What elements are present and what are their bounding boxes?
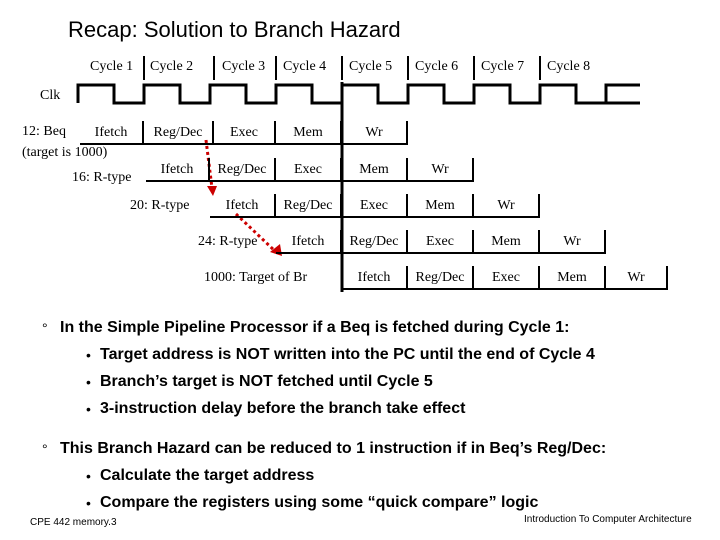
instr-3-stage-mem: Mem — [408, 194, 474, 218]
instr-2-stage-mem: Mem — [342, 158, 408, 182]
instr-1-sublabel: (target is 1000) — [22, 145, 108, 160]
cycle-1-label: Cycle 1 — [90, 59, 134, 74]
cycle-5-label: Cycle 5 — [349, 59, 393, 74]
instr-3-stage-exec: Exec — [342, 194, 408, 218]
cycle-3-label: Cycle 3 — [222, 59, 266, 74]
instr-3-stage-regdec: Reg/Dec — [276, 194, 342, 218]
sub-bullet-glyph: • — [86, 374, 91, 390]
sub-bullet-glyph: • — [86, 468, 91, 484]
instr-4-stage-wr: Wr — [540, 230, 606, 254]
cycle-6-label: Cycle 6 — [415, 59, 459, 74]
bullet-2-text: This Branch Hazard can be reduced to 1 instruction if in Beq’s Reg/Dec: — [60, 440, 607, 457]
clk-label: Clk — [40, 88, 61, 103]
instr-5-stage-exec: Exec — [474, 266, 540, 290]
instr-2-stage-exec: Exec — [276, 158, 342, 182]
bullet-glyph-2: ° — [42, 441, 48, 457]
instr-4-stage-ifetch: Ifetch — [276, 230, 342, 254]
instr-4-stage-regdec: Reg/Dec — [342, 230, 408, 254]
footer-left: CPE 442 memory.3 — [30, 517, 117, 528]
instr-2-stage-wr: Wr — [408, 158, 474, 182]
instr-4-label: 24: R-type — [198, 234, 258, 249]
sub-bullet-glyph: • — [86, 495, 91, 511]
instr-5-stage-wr: Wr — [606, 266, 668, 290]
instr-5-label: 1000: Target of Br — [204, 270, 308, 285]
instr-3-stage-ifetch: Ifetch — [210, 194, 276, 218]
bullet-1-sub-1: Target address is NOT written into the PC until the end of Cycle 4 — [100, 346, 595, 363]
footer-right: Introduction To Computer Architecture — [524, 514, 692, 525]
instr-1-stage-ifetch: Ifetch — [80, 121, 144, 145]
cycle-8-label: Cycle 8 — [547, 59, 591, 74]
bullet-2-sub-1: Calculate the target address — [100, 467, 315, 484]
cycle-7-label: Cycle 7 — [481, 59, 525, 74]
cycle-2-label: Cycle 2 — [150, 59, 194, 74]
bullet-1-text: In the Simple Pipeline Processor if a Beq is fetched during Cycle 1: — [60, 319, 570, 336]
instr-1-stage-wr: Wr — [342, 121, 408, 145]
bullet-1-sub-3: 3-instruction delay before the branch take effect — [100, 400, 466, 417]
instr-1-stage-exec: Exec — [214, 121, 276, 145]
instr-2-stage-ifetch: Ifetch — [146, 158, 210, 182]
instr-3-stage-wr: Wr — [474, 194, 540, 218]
slide-title: Recap: Solution to Branch Hazard — [68, 17, 401, 42]
sub-bullet-glyph: • — [86, 347, 91, 363]
instr-5-stage-ifetch: Ifetch — [342, 266, 408, 290]
instr-5-stage-mem: Mem — [540, 266, 606, 290]
sub-bullet-glyph: • — [86, 401, 91, 417]
instr-1-label: 12: Beq — [22, 124, 66, 139]
instr-4-stage-exec: Exec — [408, 230, 474, 254]
instr-1-stage-mem: Mem — [276, 121, 342, 145]
instr-4-stage-mem: Mem — [474, 230, 540, 254]
instr-5-stage-regdec: Reg/Dec — [408, 266, 474, 290]
bullet-1-sub-2: Branch’s target is NOT fetched until Cycle 5 — [100, 373, 433, 390]
instr-2-stage-regdec: Reg/Dec — [210, 158, 276, 182]
bullet-2-sub-2: Compare the registers using some “quick compare” logic — [100, 494, 539, 511]
instr-1-stage-regdec: Reg/Dec — [144, 121, 214, 145]
instr-2-label: 16: R-type — [72, 170, 132, 185]
cycle-4-label: Cycle 4 — [283, 59, 327, 74]
instr-3-label: 20: R-type — [130, 198, 190, 213]
bullet-glyph-1: ° — [42, 320, 48, 336]
